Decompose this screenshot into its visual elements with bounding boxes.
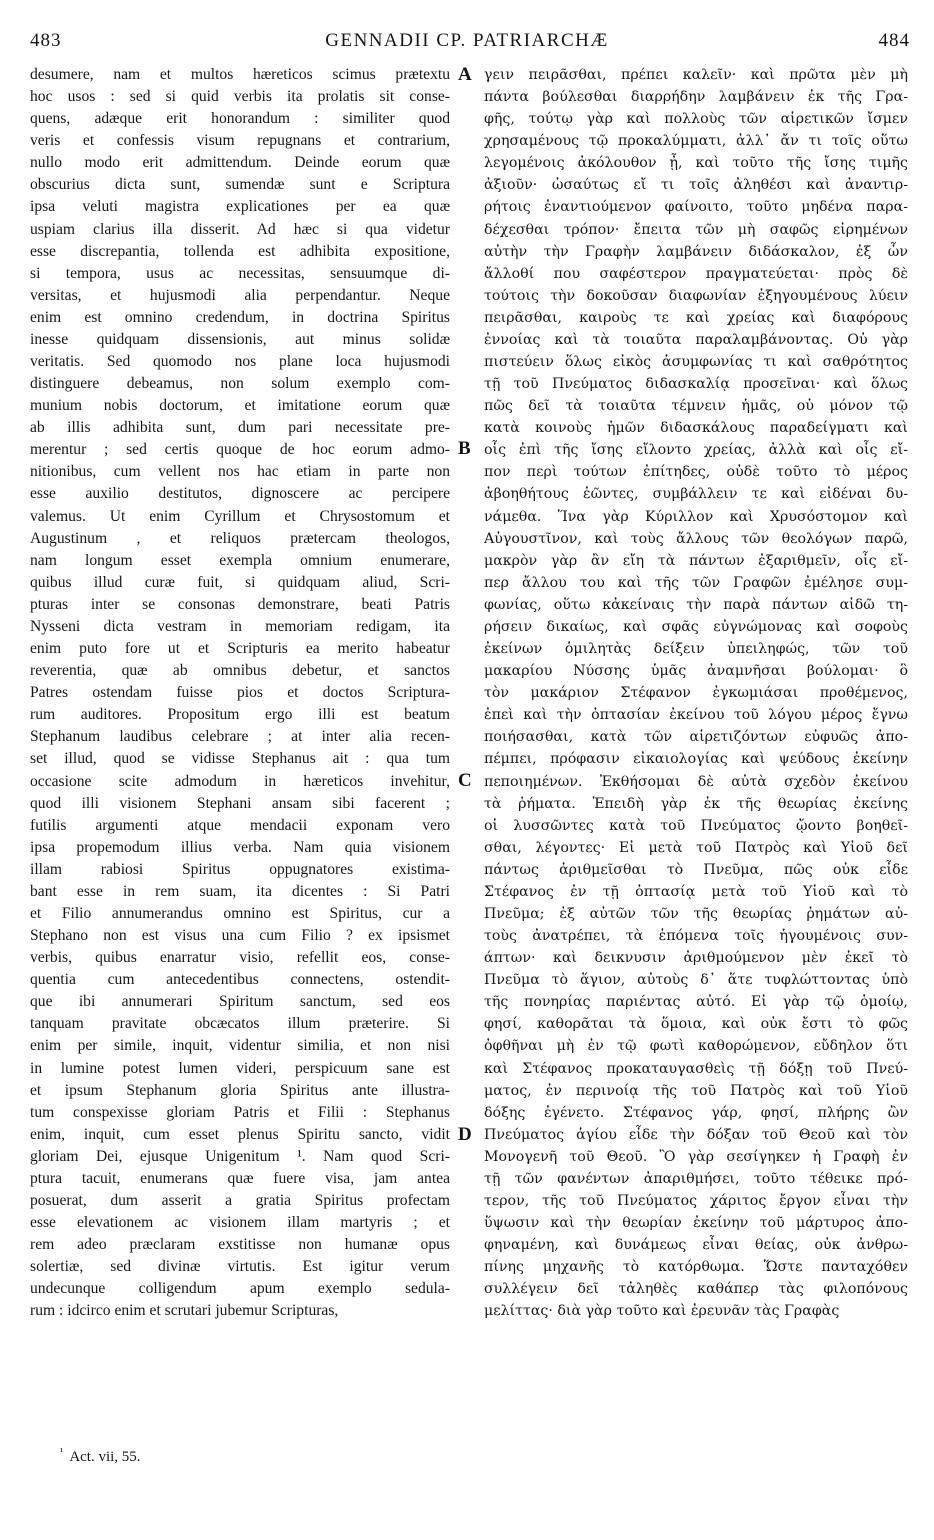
text-line: φωνίας, οὕτω κἀκείναις τὴν παρὰ πάντων αἰδῶ τη- [484,596,908,613]
text-line: verbis, quibus enarratur visio, refellit eos, conse- [30,949,450,967]
text-line: πίνης μηχανῆς τὸ κατόρθωμα. Ὥστε πανταχόθεν [484,1259,908,1276]
text-line: άπτων· καὶ δεικνυσιν ἀριθμούμενον μὲν ἐκεῖ τὸ [484,950,908,967]
text-line: νάμεθα. Ἵνα γὰρ Κύριλλον καὶ Χρυσόστομον καὶ [484,508,908,525]
text-line: futilis argumenti atque mendacii exponam vero [30,816,450,834]
text-line: nitionibus, cum vellent nos hac etiam in parte non [30,463,450,481]
text-line: veris et confessis visum repugnans et contrarium, [30,132,450,150]
text-line: μακαρίου Νύσσης ὑμᾶς ἀναμνῆσαι βούλομαι· ὃ [484,663,908,680]
text-line: χρησαμένους τῷ προκαλύμματι, ἀλλ᾽ ἄν τι τοῖς οὕτω [484,133,908,150]
text-line: quod illi visionem Stephani ansam sibi facerent ; [30,794,450,812]
text-line: πέμπει, πρόφασιν εἰκαιολογίας καὶ ψεύδους ἐκείνην [484,751,908,768]
text-line: hoc usos : sed si quid verbis ita prolatis sit conse- [30,88,450,106]
text-line: Stephano non est visus una cum Filio ? ex ipsismet [30,927,450,945]
text-line: ματος, ἐν περινοίᾳ τῆς τοῦ Πατρὸς καὶ τοῦ Υἱοῦ [484,1082,908,1099]
text-line: Πνεύματος ἁγίου εἶδε τὴν δόξαν τοῦ Θεοῦ καὶ τὸν [484,1126,908,1143]
text-line: ρήτοις ἐναντιούμενον φαίνοιτο, τοῦτο μηδένα παρα- [484,199,908,216]
running-header [0,30,934,64]
text-line: posuerat, dum asserit a gratia Spiritus profectam [30,1191,450,1209]
text-line: ipsa propemodum illius verba. Nam quia visionem [30,838,450,856]
text-line: quentia cum antecedentibus connectens, ostendit- [30,971,450,989]
text-line: τὰ ῥήματα. Ἐπειδὴ γὰρ ἐκ τῆς θεωρίας ἐκείνης [484,795,908,812]
text-line: τῆς πονηρίας παριέντας αὐτό. Εἰ γὰρ τῷ ὁμοίῳ, [484,994,908,1011]
text-line: Μονογενῆ τοῦ Θεοῦ. Ὃ γὰρ σεσίγηκεν ἡ Γραφὴ ἐν [484,1148,908,1165]
text-line: ab illis adhibita sunt, dum pari necessitate pre- [30,419,450,437]
text-line: nullo modo erit admittendum. Deinde eorum quæ [30,154,450,172]
text-line: Πνεῦμα; ἐξ αὐτῶν τῶν τῆς θεωρίας ῥημάτων αὐ- [484,905,908,922]
text-line: ἀβοηθήτους ἐῶντες, συμβάλλειν τε καὶ εἰδέναι δυ- [484,486,908,503]
text-line: Stephanum laudibus celebrare ; at inter alia recen- [30,728,450,746]
text-line: esse auxilio destitutos, dignoscere ac percipere [30,485,450,503]
text-line: rum auditores. Propositum ergo illi est beatum [30,706,450,724]
text-line: μακρὸν γὰρ ἂν εἴη τὰ πάντων ἐξαριθμεῖν, οἷς εἴ- [484,552,908,569]
text-line: veritatis. Sed quomodo nos plane loca hujusmodi [30,353,450,371]
text-line: inesse quidquam dissensionis, aut minus solidæ [30,330,450,348]
text-line: Augustinum , et reliquos prætercam theologos, [30,529,450,547]
text-line: pturas inter se consonas demonstrare, beati Patris [30,595,450,613]
text-line: τοὺς ἀνατρέπει, τὰ ἑπόμενα τοῖς ἡγουμένοις συν- [484,928,908,945]
text-line: πον περὶ τούτων ἐπίτηδες, οὐδὲ τοῦτο τὸ μέρος [484,464,908,481]
text-line: Patres ostendam fuisse pios et doctos Scriptura- [30,684,450,702]
text-line: enim per simile, inquit, videntur similia, et non nisi [30,1037,450,1055]
text-line: πεποιημένων. Ἐκθήσομαι δὲ αὐτὰ σχεδὸν ἐκείνου [484,773,908,790]
text-line: τὸν μακάριον Στέφανον ἐγκωμιάσαι προθέμενος, [484,685,908,702]
footnote-text: Act. vii, 55. [69,1449,141,1465]
text-line: rem adeo præclaram exstitisse non humanæ opus [30,1236,450,1254]
text-line: ἐπεὶ καὶ τὴν ὀπτασίαν ἐκείνου τοῦ λόγου μέρος ἔγνω [484,707,908,724]
margin-marker-d: D [458,1124,472,1145]
text-line: munium nobis doctorum, et imitatione eorum quæ [30,397,450,415]
text-line: ἐννοίας καὶ τὰ τοιαῦτα παραλαμβάνοντας. Οὐ γὰρ [484,331,908,348]
margin-marker-c: C [458,770,472,791]
text-line: undecunque colligendum apum exemplo sedula- [30,1280,450,1298]
text-line: tanquam pravitate obcæcatos illum præterire. Si [30,1015,450,1033]
text-line: que ibi annumerari Spiritum sanctum, sed eos [30,993,450,1011]
text-line: versitas, et hujusmodi alia perpendantur. Neque [30,286,450,304]
text-line: ipsa veluti magistra explicationes per ea quæ [30,198,450,216]
text-line: obscurius dicta sunt, sumendæ sunt e Scriptura [30,176,450,194]
text-line: γειν πειρᾶσθαι, πρέπει καλεῖν· καὶ πρῶτα μὲν μὴ [484,67,908,83]
text-line: μελίττας· διὰ γὰρ τοῦτο καὶ ἐρευνᾶν τὰς Γραφὰς [484,1303,840,1320]
text-line: δέχεσθαι τρόπον· ἔπειτα τῶν μὴ σαφῶς εἰρημένων [484,221,908,238]
margin-marker-a: A [458,64,472,85]
text-line: bant esse in rem suam, ita dicentes : Si Patri [30,882,450,900]
text-line: occasione scite admodum in hæreticos invehitur, [30,772,450,790]
text-line: δόξης ἐγένετο. Στέφανος γάρ, φησί, πλήρης ὢν [484,1104,908,1121]
text-line: πῶς δεῖ τὰ τοιαῦτα τέμνειν ἡμᾶς, οὐ μόνον τῷ [484,398,908,415]
text-line: esse elevationem ac visionem illam martyris ; et [30,1214,450,1232]
text-line: φῆς, τούτῳ γὰρ καὶ πολλοὺς τῶν αἱρετικῶν ἴσμεν [484,111,908,128]
text-line: φηναμένη, καὶ δυνάμεως εἶναι θείας, οὐκ ἀνθρω- [484,1237,908,1254]
text-line: ὕψωσιν καὶ τὴν θεωρίαν ἐκείνην τοῦ μάρτυρος ἀπο- [484,1215,908,1232]
text-line: ὀφθῆναι μὴ ἐν τῷ φωτὶ καθορώμενον, εὔδηλον ὅτι [484,1038,908,1055]
text-line: gloriam Dei, ejusque Unigenitum ¹. Nam quod Scri- [30,1147,450,1165]
text-line: ptura tacuit, enumerans quæ fuere visa, jam antea [30,1169,450,1187]
text-line: ἄλλοθί που σαφέστερον πραγματεύεται· πρὸς δὲ [484,265,908,282]
text-line: et Filio annumerandus omnino est Spiritus, cur a [30,904,450,922]
margin-marker-b: B [458,438,471,459]
footnote [60,1446,141,1466]
text-line: nam longum esset exempla omnium enumerare, [30,551,450,569]
right-page-number: 484 [878,30,910,51]
greek-column [484,64,908,1322]
left-page-number: 483 [30,30,62,51]
text-line: esse discrepantia, tollenda est adhibita expositione, [30,242,450,260]
text-line: quens, adæque erit honorandum : similiter quod [30,110,450,128]
text-line: οἷς ἐπὶ τῆς ἴσης εἴλοντο χρείας, ἀλλὰ καὶ οἷς εἴ- [484,442,908,459]
text-line: reverentia, quæ ab omnibus debetur, et sanctos [30,662,450,680]
latin-column [30,64,450,1322]
text-line: πάντα βούλεσθαι διαρρήδην λαμβάνειν ἐκ τῆς Γρα- [484,89,908,106]
text-line: φησί, καθορᾶται τὰ ὅμοια, καὶ οὐκ ἔστι τὸ φῶς [484,1016,908,1033]
text-line: Nysseni dicta vestram in memoriam redigam, ita [30,617,450,635]
text-line: valemus. Ut enim Cyrillum et Chrysostomum et [30,507,450,525]
text-line: πειρᾶσθαι, καιροὺς τε καὶ χρείας καὶ διαφόρους [484,309,908,326]
text-line: in lumine potest lumen videri, perspicuum sane est [30,1059,450,1077]
text-line: πάντως ἀριθμεῖσθαι τὸ Πνεῦμα, πῶς οὐκ εἶδε [484,861,908,878]
text-line: enim est omnino credendum, in doctrina Spiritus [30,308,450,326]
text-line: tum conspexisse gloriam Patris et Filii : Stephanus [30,1103,450,1121]
text-line: συλλέγειν δεῖ τἀληθὲς καθάπερ τὰς φιλοπόνους [484,1281,908,1298]
text-line: Πνεῦμα τὸ ἅγιον, αὐτοὺς δ᾽ ἅτε τυφλώττοντας ὑπὸ [484,972,908,989]
text-line: τῇ τῶν φανέντων ἀπαριθμήσει, τοῦτο τέθεικε πρό- [484,1170,908,1187]
text-line: τερον, τῆς τοῦ Πνεύματος χάριτος ἔργον εἶναι τὴν [484,1192,908,1209]
text-line: uspiam clarius illa disserit. Ad hæc si qua videtur [30,220,450,238]
text-line: rum : idcirco enim et scrutari jubemur Scripturas, [30,1302,339,1320]
text-line: Αὐγουστῖνον, καὶ τοὺς ἄλλους τῶν θεολόγων παρῶ, [484,530,908,547]
text-line: αὐτὴν τὴν Γραφὴν λαμβάνειν διδάσκαλον, ἐξ ὧν [484,243,908,260]
text-line: Στέφανος ἐν τῇ ὀπτασίᾳ μετὰ τοῦ Υἱοῦ καὶ τὸ [484,883,908,900]
text-line: ρήσειν δικαίως, καὶ σφᾶς εὐγνώμονας καὶ σοφοὺς [484,618,908,635]
text-line: ποιήσασθαι, κατὰ τῶν αἱρετιζόντων εὐφυῶς ἀπο- [484,729,908,746]
text-line: σθαι, λέγοντες· Εἰ μετὰ τοῦ Πατρὸς καὶ Υἱοῦ δεῖ [484,839,908,856]
text-line: οἱ λυσσῶντες κατὰ τοῦ Πνεύματος ᾤοντο βοηθεῖ- [484,817,908,834]
text-line: desumere, nam et multos hæreticos scimus prætextu [30,66,450,83]
text-line: enim, inquit, cum esset plenus Spiritu sancto, vidit [30,1125,450,1143]
text-line: πιστεύειν ὅλως εἰκὸς ἀσυμφωνίας τι καὶ σαθρότητος [484,354,908,371]
text-line: solertiæ, sed divinæ virtutis. Est igitur verum [30,1258,450,1276]
text-line: τῇ τοῦ Πνεύματος διδασκαλίᾳ προσεῖναι· καὶ ὅλως [484,376,908,393]
text-line: si tempora, usus ac necessitas, sensuumque di- [30,264,450,282]
text-line: κατὰ κοινοὺς ἡμῶν διδασκάλους παραδείγματι καὶ [484,420,908,437]
text-line: καὶ Στέφανος προκαταυγασθεὶς τῇ δόξῃ τοῦ Πνεύ- [484,1060,908,1077]
text-line: illam rabiosi Spiritus oppugnatores existima- [30,860,450,878]
text-line: ἀξιοῦν· ὡσαύτως εἴ τι τοῖς ἀληθέσι καὶ ἀναντιρ- [484,177,908,194]
text-line: distinguere debeamus, non solum exemplo com- [30,375,450,393]
footnote-mark: ¹ [60,1446,64,1458]
text-line: et ipsum Stephanum gloria Spiritus ante illustra- [30,1081,450,1099]
text-line: τούτοις τὴν δοκοῦσαν διαφωνίαν ἐξηγουμένους λύειν [484,287,908,304]
running-title: GENNADII CP. PATRIARCHÆ [325,30,609,51]
text-line: ἐκείνων ὁμιλητὰς δείξειν ὑπειληφώς, τῶν τοῦ [484,641,908,658]
text-line: περ ἄλλου του καὶ τῆς τῶν Γραφῶν ἐμέλησε συμ- [484,574,908,591]
text-line: enim puto fore ut et Scripturis ea merito habeatur [30,640,450,658]
text-line: set illud, quod se vidisse Stephanus ait : qua tum [30,750,450,768]
text-line: merentur ; sed certis quoque de hoc eorum admo- [30,441,450,459]
text-line: quibus illud curæ fuit, si quidquam aliud, Scri- [30,573,450,591]
text-line: λεγομένοις ἀκόλουθον ᾖ, καὶ τοῦτο τῆς ἴσης τιμῆς [484,155,908,172]
